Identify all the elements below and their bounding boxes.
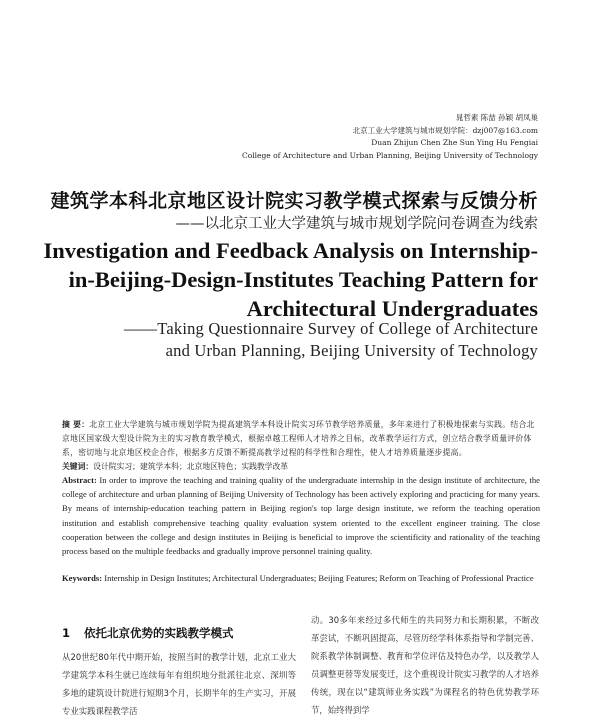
keywords-zh-label: 关键词： (62, 462, 94, 471)
keywords-en (62, 571, 540, 585)
title-en-line: in-Beijing-Design-Institutes Teaching Pattern for (68, 267, 538, 292)
abstract-en-text: In order to improve the teaching and training quality of the undergraduate internship in the design institute of architecture, the college of architecture and urban planning of Beijing University of Technology has been actively exploring and practicing for many years. By means of internship-education teaching pattern in Beijing region's top large design institute, we reform the teaching operation institution and establish comprehensive teaching quality evaluation system oriented to the excellent engineer training. The close cooperation between the college and design institutes in Beijing is beneficial to improve the scientificity and rationality of the teaching process based on the multiple feedbacks and gradually improve personnel training quality. (62, 475, 540, 557)
title-en-line: Investigation and Feedback Analysis on Internship- (43, 238, 538, 263)
abstract-zh-text: 北京工业大学建筑与城市规划学院为提高建筑学本科设计院实习环节教学培养质量，多年来进行了积极地探索与实践。结合北京地区国家级大型设计院为主的实习教育教学模式，根据卓越工程师人才培养之目标，改革教学运行方式，创立结合教学质量评价体系，密切地与北京地区校企合作，根据多方反馈不断提高教学过程的科学性和合理性，使人才培养质量逐步提高。 (62, 420, 535, 458)
affiliation-zh: 北京工业大学建筑与城市规划学院：dzj007@163.com (352, 125, 538, 135)
body-right-column: 动。30多年来经过多代师生的共同努力和长期积累，不断改革尝试，不断巩固提高，尽管历经学科体系指导和学制完善、院系教学体制调整、教育和学位评估及特色办学，以及教学人员调整更替等发展变迁，这个重视设计院实习教学的人才培养传统，现在以“建筑师业务实践”为课程名的特色优势教学环节，始终得到学 (311, 615, 539, 715)
keywords-en-text: Internship in Design Institutes; Architectural Undergraduates; Beijing Features; Reform on Teaching of Professional Practice (104, 573, 534, 583)
authors-zh: 晁哲素 陈喆 孙颖 胡凤巢 (455, 113, 538, 122)
abstract-en (62, 473, 540, 558)
body-left-column: 从20世纪80年代中期开始，按照当时的教学计划，北京工业大学建筑学本科生就已连续每年有组织地分批派往北京、深圳等多地的建筑设计院进行短期3个月，长期半年的生产实习，开展专业实践课程教学活 (62, 652, 296, 716)
section-title: 依托北京优势的实践教学模式 (84, 626, 234, 640)
abstract-zh (62, 418, 540, 461)
subtitle-zh: ——以北京工业大学建筑与城市规划学院问卷调查为线索 (175, 216, 538, 232)
title-en (44, 236, 538, 323)
keywords-zh-text: 设计院实习；建筑学本科；北京地区特色；实践教学改革 (93, 462, 289, 471)
subtitle-en-line: ——Taking Questionnaire Survey of College of Architecture (123, 319, 538, 338)
abstract-en-label: Abstract: (62, 475, 97, 485)
authors-en: Duan Zhijun Chen Zhe Sun Ying Hu Fengiai (371, 138, 538, 147)
section-number: 1 (62, 626, 71, 640)
abstract-zh-label: 摘 要： (62, 420, 90, 429)
subtitle-en-line: and Urban Planning, Beijing University of Technology (165, 341, 538, 360)
author-block (242, 112, 538, 162)
subtitle-en (124, 318, 538, 362)
affiliation-en: College of Architecture and Urban Planning, Beijing University of Technology (241, 150, 538, 160)
title-zh: 建筑学本科北京地区设计院实习教学模式探索与反馈分析 (50, 190, 538, 212)
section-heading (62, 625, 234, 641)
keywords-en-label: Keywords: (62, 573, 103, 583)
title-en-line: Architectural Undergraduates (246, 296, 538, 321)
